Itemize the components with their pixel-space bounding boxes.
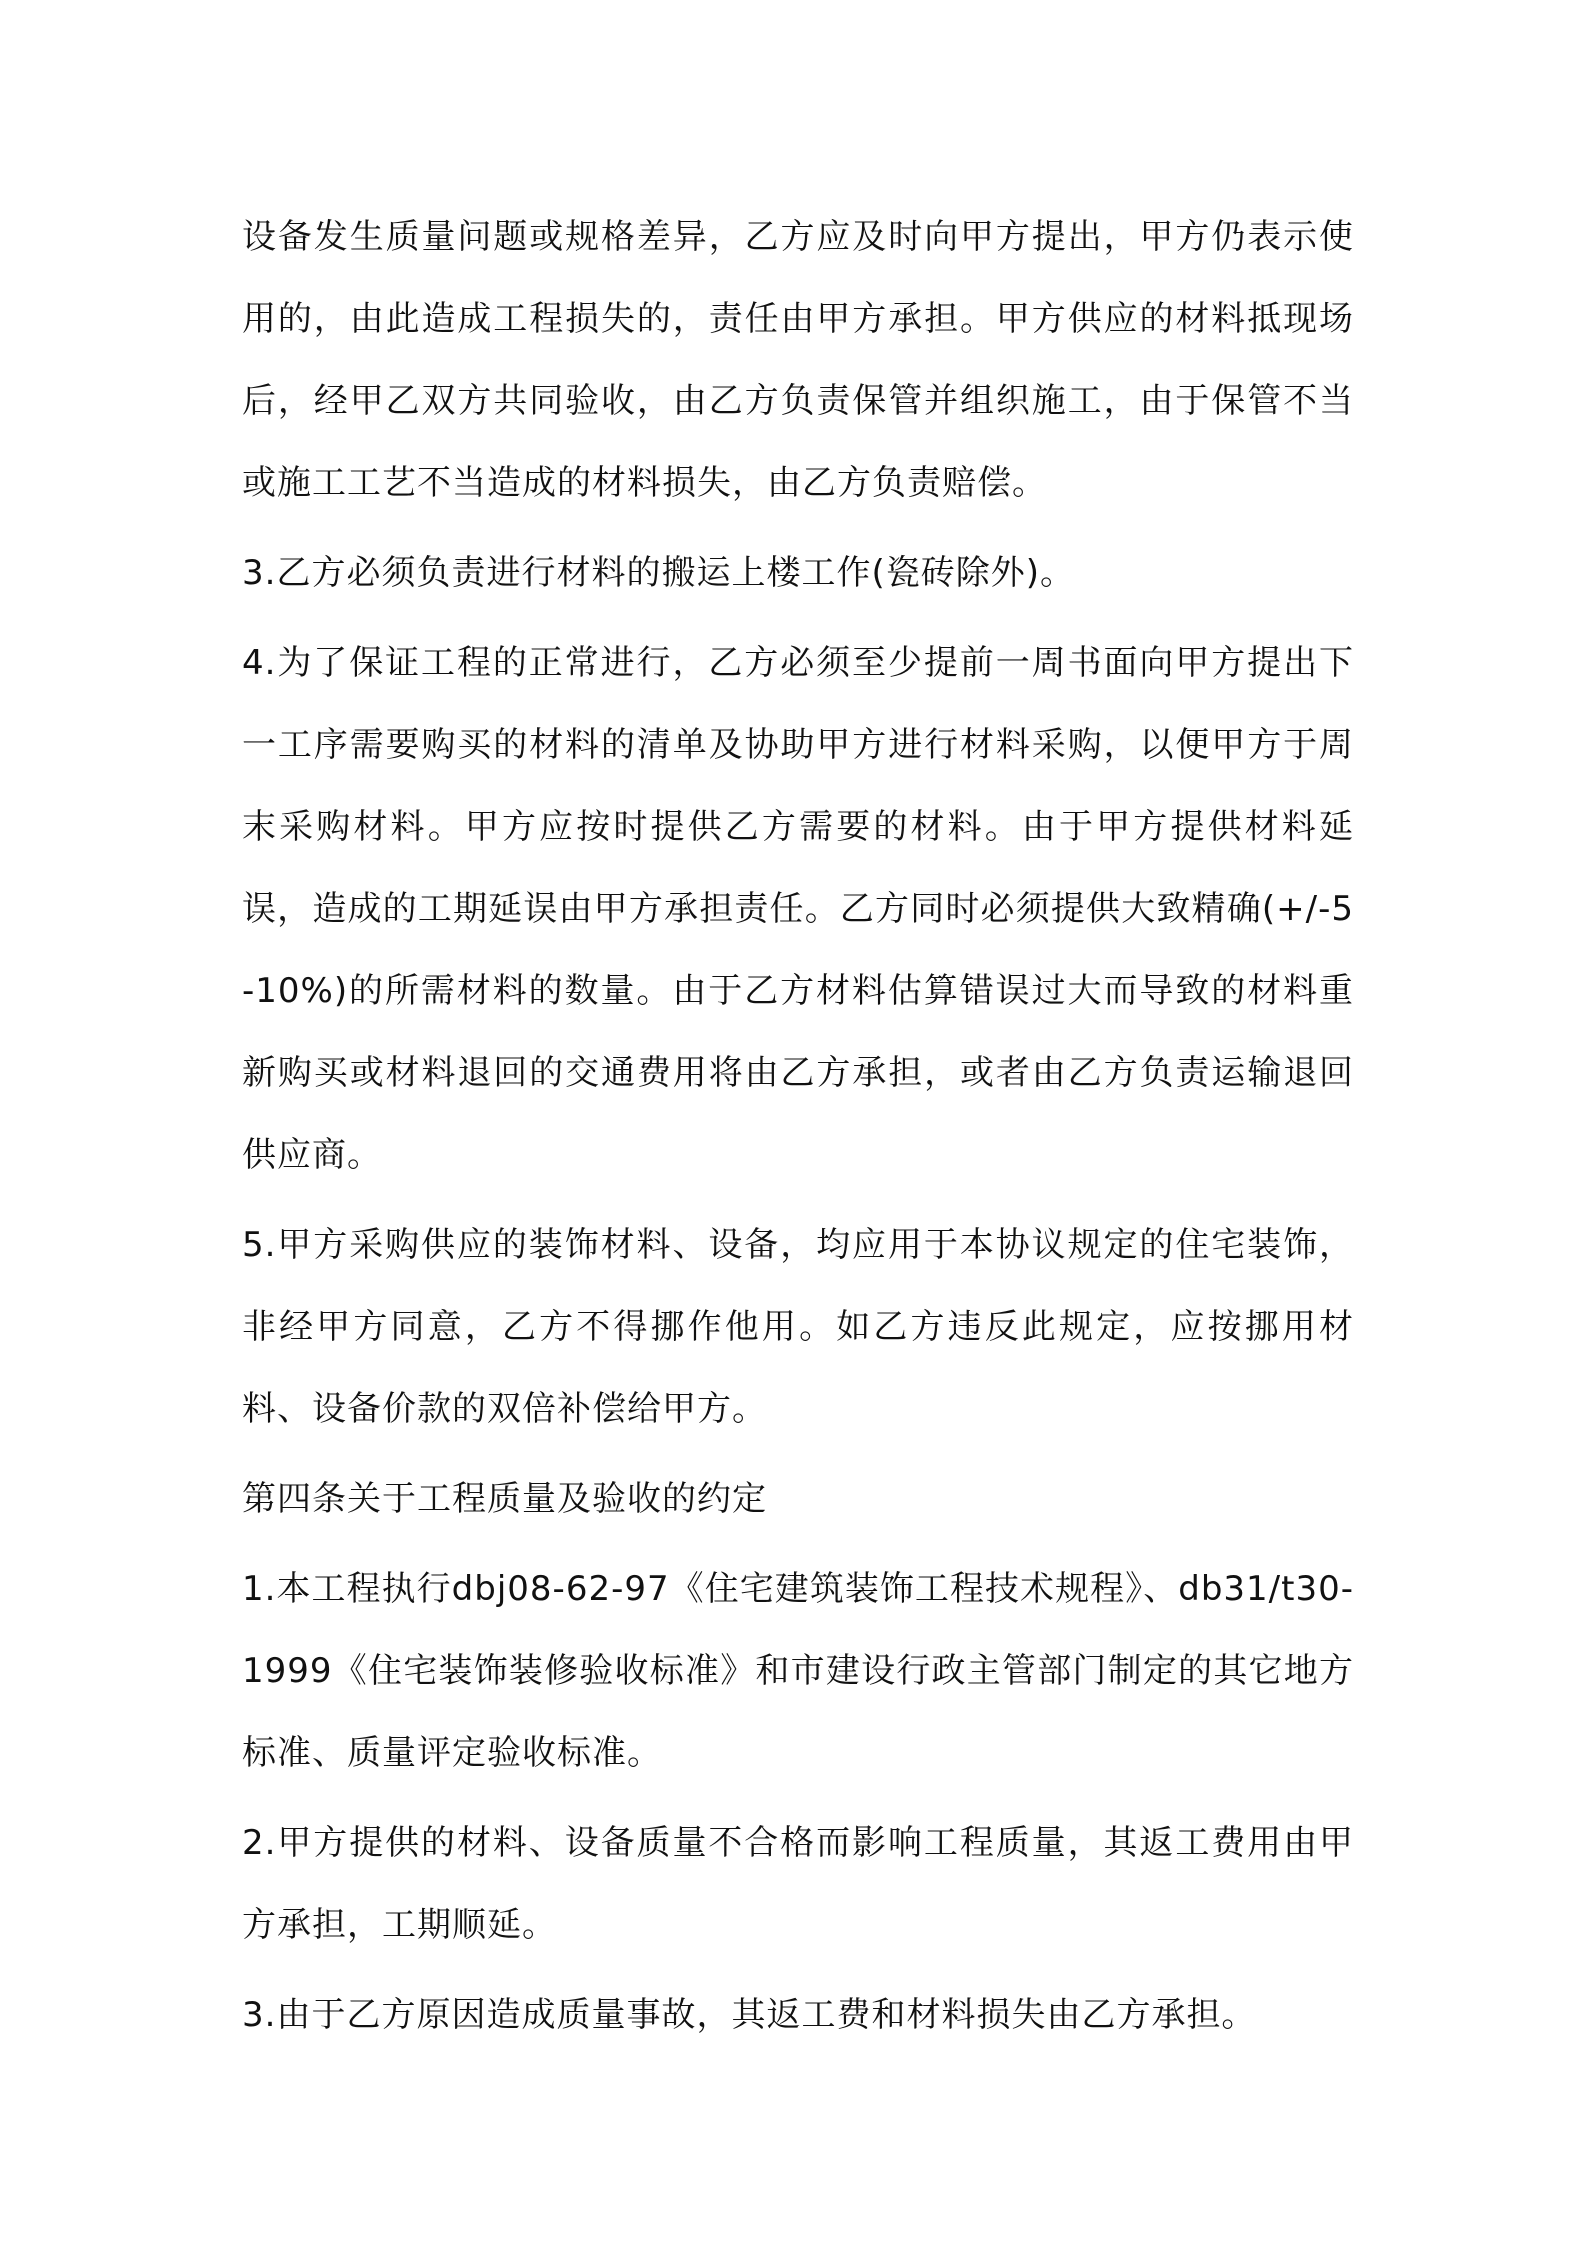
paragraph-quality-item-3: 3.由于乙方原因造成质量事故，其返工费和材料损失由乙方承担。 <box>242 1995 1257 2035</box>
paragraph-item-3-transport: 3.乙方必须负责进行材料的搬运上楼工作(瓷砖除外)。 <box>242 553 1075 593</box>
paragraph-item-5-usage: 5.甲方采购供应的装饰材料、设备，均应用于本协议规定的住宅装饰，非经甲方同意，乙方不得挪作他用。如乙方违反此规定，应按挪用材料、设备价款的双倍补偿给甲方。 <box>242 1225 1354 1429</box>
paragraph-quality-item-2: 2.甲方提供的材料、设备质量不合格而影响工程质量，其返工费用由甲方承担，工期顺延。 <box>242 1823 1354 1945</box>
paragraph-quality-item-1: 1.本工程执行dbj08-62-97《住宅建筑装饰工程技术规程》、db31/t30-1999《住宅装饰装修验收标准》和市建设行政主管部门制定的其它地方标准、质量评定验收标准。 <box>242 1569 1354 1773</box>
document-body <box>242 196 1354 2056</box>
paragraph-materials-supply: 设备发生质量问题或规格差异，乙方应及时向甲方提出，甲方仍表示使用的，由此造成工程损失的，责任由甲方承担。甲方供应的材料抵现场后，经甲乙双方共同验收，由乙方负责保管并组织施工，由于保管不当或施工工艺不当造成的材料损失，由乙方负责赔偿。 <box>242 217 1354 503</box>
paragraph-item-4-procurement: 4.为了保证工程的正常进行，乙方必须至少提前一周书面向甲方提出下一工序需要购买的材料的清单及协助甲方进行材料采购，以便甲方于周末采购材料。甲方应按时提供乙方需要的材料。由于甲方提供材料延误，造成的工期延误由甲方承担责任。乙方同时必须提供大致精确(+/-5-10%)的所需材料的数量。由于乙方材料估算错误过大而导致的材料重新购买或材料退回的交通费用将由乙方承担，或者由乙方负责运输退回供应商。 <box>242 643 1354 1175</box>
section-heading-article-4: 第四条关于工程质量及验收的约定 <box>242 1479 767 1519</box>
